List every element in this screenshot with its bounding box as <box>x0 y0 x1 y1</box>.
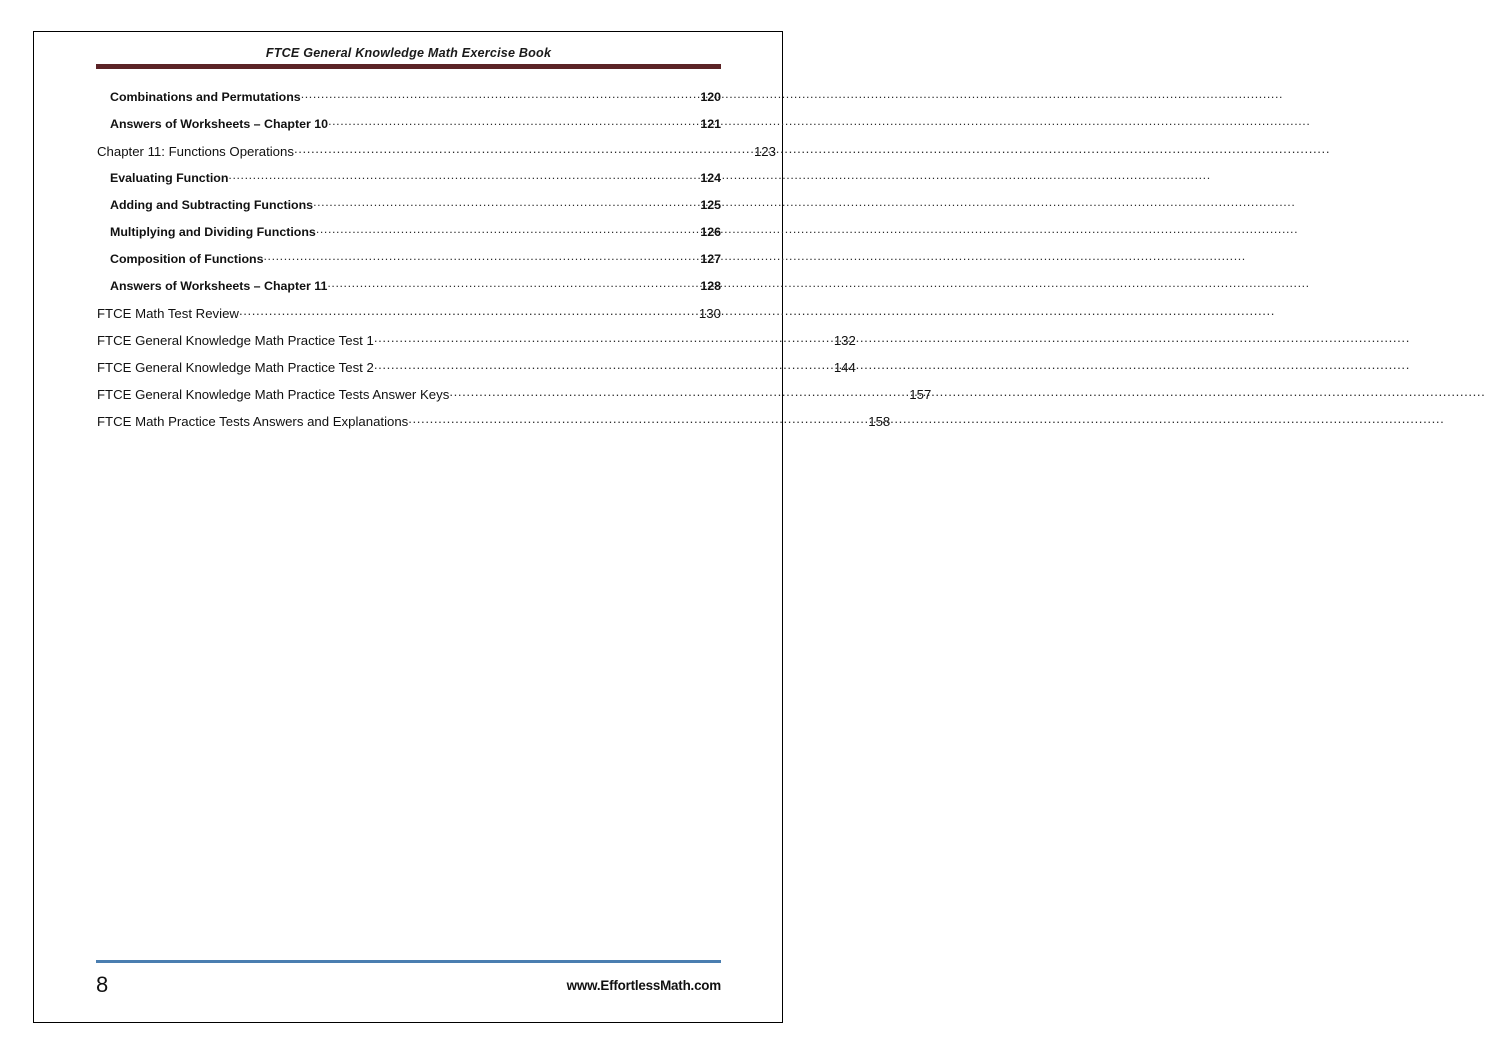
footer-line <box>96 972 721 998</box>
toc-entry-tail <box>449 386 931 402</box>
toc-entry-page: 125 <box>700 198 721 213</box>
toc-entry[interactable] <box>96 278 721 305</box>
toc-dot-leader <box>449 386 909 399</box>
toc-entry-page: 123 <box>753 144 776 160</box>
toc-entry-page: 158 <box>868 414 891 430</box>
toc-entry[interactable] <box>96 359 856 386</box>
toc-dot-leader <box>228 170 700 182</box>
page-header <box>96 46 721 69</box>
toc-entry-tail <box>301 89 721 104</box>
toc-dot-leader <box>294 143 754 156</box>
toc-entry-page: 124 <box>700 171 721 186</box>
toc-entry-page: 132 <box>833 333 856 349</box>
toc-entry-label: FTCE Math Test Review <box>97 306 239 322</box>
toc-entry-label: Multiplying and Dividing Functions <box>110 225 316 240</box>
toc-entry-label: FTCE General Knowledge Math Practice Test 2 <box>97 360 374 376</box>
toc-entry-page: 130 <box>698 306 721 322</box>
toc-entry[interactable] <box>96 170 721 197</box>
page-sheet <box>33 31 932 1023</box>
toc-entry-page: 120 <box>700 90 721 105</box>
toc-entry-page: 127 <box>700 252 721 267</box>
toc-entry-label: Answers of Worksheets – Chapter 10 <box>110 117 329 132</box>
toc-entry-tail <box>294 143 776 159</box>
toc-entry-page: 144 <box>833 360 856 376</box>
toc-entry-label: FTCE General Knowledge Math Practice Tests Answer Keys <box>97 387 450 403</box>
toc-entry-label: Adding and Subtracting Functions <box>110 198 314 213</box>
toc-dot-leader <box>301 89 701 101</box>
toc-entry[interactable] <box>96 413 891 440</box>
toc-entry-label: Composition of Functions <box>110 252 264 267</box>
toc-entry[interactable] <box>96 197 721 224</box>
toc-dot-leader <box>374 359 834 372</box>
toc-entry-tail <box>327 278 721 293</box>
page-title: FTCE General Knowledge Math Exercise Book <box>265 46 552 60</box>
toc-entry-page: 121 <box>700 117 721 132</box>
toc-entry-label: Evaluating Function <box>110 171 229 186</box>
website-link[interactable]: www.EffortlessMath.com <box>566 977 721 993</box>
toc-dot-leader <box>316 224 701 236</box>
table-of-contents <box>96 89 932 440</box>
toc-entry[interactable] <box>96 116 721 143</box>
toc-entry-tail <box>374 359 856 375</box>
toc-entry[interactable] <box>96 332 856 359</box>
toc-dot-leader <box>408 413 868 426</box>
toc-dot-leader <box>313 197 700 209</box>
toc-entry[interactable] <box>96 386 932 413</box>
header-rule <box>96 64 721 69</box>
toc-entry[interactable] <box>96 251 721 278</box>
toc-dot-leader <box>374 332 834 345</box>
toc-entry[interactable] <box>96 89 721 116</box>
toc-entry-label: FTCE Math Practice Tests Answers and Explanations <box>97 414 409 430</box>
toc-entry[interactable] <box>96 143 776 170</box>
toc-entry-label: FTCE General Knowledge Math Practice Test 1 <box>97 333 374 349</box>
toc-entry-tail <box>313 197 721 212</box>
toc-dot-leader <box>239 305 699 318</box>
toc-entry-tail <box>374 332 856 348</box>
toc-entry-label: Answers of Worksheets – Chapter 11 <box>110 279 328 294</box>
page-footer <box>96 960 721 998</box>
toc-entry-page: 128 <box>700 279 721 294</box>
toc-entry-page: 126 <box>700 225 721 240</box>
toc-entry-label: Chapter 11: Functions Operations <box>97 144 294 160</box>
toc-dot-leader <box>328 116 700 128</box>
toc-entry-tail <box>328 116 721 131</box>
toc-entry-tail <box>264 251 722 266</box>
toc-entry[interactable] <box>96 305 721 332</box>
toc-entry-tail <box>228 170 721 185</box>
toc-entry-label: Combinations and Permutations <box>110 90 301 105</box>
toc-dot-leader <box>264 251 701 263</box>
toc-entry-tail <box>239 305 721 321</box>
toc-entry[interactable] <box>96 224 721 251</box>
footer-rule <box>96 960 721 963</box>
toc-entry-tail <box>316 224 721 239</box>
page-number: 8 <box>96 972 109 997</box>
toc-entry-page: 157 <box>909 387 932 403</box>
toc-dot-leader <box>327 278 700 290</box>
toc-entry-tail <box>408 413 890 429</box>
